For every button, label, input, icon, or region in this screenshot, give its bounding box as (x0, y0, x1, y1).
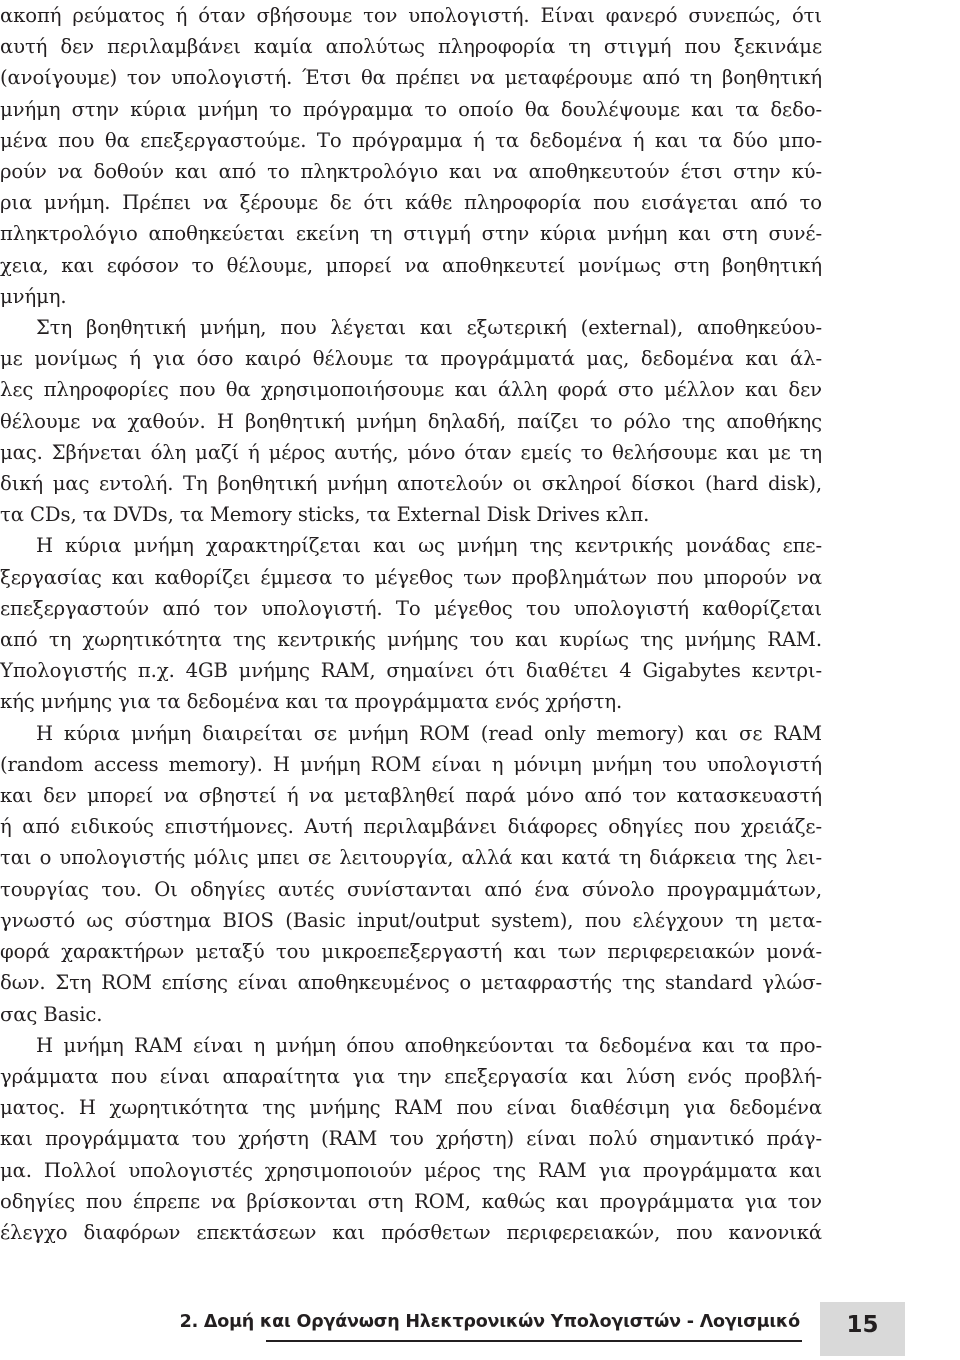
text-line: μνήμη στην κύρια μνήμη το πρόγραμμα το οποίο θα δουλέψουμε και τα δεδο- (0, 97, 822, 121)
text-line: δων. Στη ROM επίσης είναι αποθηκευμένος ο μεταφραστής της standard γλώσ- (0, 971, 822, 995)
page-number-box (820, 1302, 905, 1356)
page-footer (0, 1298, 960, 1360)
text-line: φορά χαρακτήρων μεταξύ του μικροεπεξεργαστή και των περιφερειακών μονά- (0, 940, 822, 964)
text-line: και προγράμματα του χρήστη (RAM του χρήστη) είναι πολύ σημαντικό πράγ- (0, 1127, 822, 1151)
text-line: και δεν μπορεί να σβηστεί ή να μεταβληθεί παρά μόνο από τον κατασκευαστή (0, 784, 822, 808)
text-line: κής μνήμης για τα δεδομένα και τα προγράμματα ενός χρήστη. (0, 690, 623, 714)
footer-rule (266, 1340, 802, 1342)
text-line: τα CDs, τα DVDs, τα Memory sticks, τα External Disk Drives κλπ. (0, 503, 650, 527)
text-line: Η κύρια μνήμη διαιρείται σε μνήμη ROM (read only memory) και σε RAM (36, 721, 822, 745)
text-line: έλεγχο διαφόρων επεκτάσεων και πρόσθετων περιφερειακών, που κανονικά (0, 1220, 822, 1244)
paragraph (0, 530, 822, 717)
text-line: μνήμη. (0, 284, 67, 308)
running-footer-title: 2. Δομή και Οργάνωση Ηλεκτρονικών Υπολογιστών - Λογισμικό (179, 1312, 800, 1332)
text-line: σας Basic. (0, 1002, 103, 1026)
text-line: (random access memory). Η μνήμη ROM είναι η μόνιμη μνήμη του υπολογιστή (0, 752, 822, 776)
text-line: Υπολογιστής π.χ. 4GB μνήμης RAM, σημαίνει ότι διαθέτει 4 Gigabytes κεντρι- (0, 659, 822, 683)
text-line: γράμματα που είναι απαραίτητα για την επεξεργασία και λύση ενός προβλή- (0, 1064, 822, 1088)
text-line: από τη χωρητικότητα της κεντρικής μνήμης του και κυρίως της μνήμης RAM. (0, 628, 822, 652)
text-line: ματος. Η χωρητικότητα της μνήμης RAM που είναι διαθέσιμη για δεδομένα (0, 1096, 822, 1120)
text-line: θέλουμε να χαθούν. Η βοηθητική μνήμη δηλαδή, παίζει το ρόλο της αποθήκης (0, 409, 822, 433)
paragraph (0, 312, 822, 530)
text-line: γνωστό ως σύστημα BIOS (Basic input/output system), που ελέγχουν τη μετα- (0, 908, 822, 932)
text-line: χεια, και εφόσον το θέλουμε, μπορεί να αποθηκευτεί μονίμως στη βοηθητική (0, 253, 822, 277)
text-line: ή από ειδικούς επιστήμονες. Αυτή περιλαμβάνει διάφορες οδηγίες που χρειάζε- (0, 815, 822, 839)
text-line: ρούν να δοθούν και από το πληκτρολόγιο και να αποθηκευτούν έτσι στην κύ- (0, 160, 822, 184)
text-line: ακοπή ρεύματος ή όταν σβήσουμε τον υπολογιστή. Είναι φανερό συνεπώς, ότι (0, 4, 822, 27)
text-line: δική μας εντολή. Τη βοηθητική μνήμη αποτελούν οι σκληροί δίσκοι (hard disk), (0, 472, 822, 496)
text-line: οδηγίες που έπρεπε να βρίσκονται στη ROM, καθώς και προγράμματα για τον (0, 1189, 822, 1213)
text-line: επεξεργαστούν από τον υπολογιστή. Το μέγεθος του υπολογιστή καθορίζεται (0, 596, 822, 620)
text-line: ξεργασίας και καθορίζει έμμεσα το μέγεθος των προβλημάτων που μπορούν να (0, 565, 822, 589)
text-line: (ανοίγουμε) τον υπολογιστή. Έτσι θα πρέπει να μεταφέρουμε από τη βοηθητική (0, 66, 822, 90)
text-line: Στη βοηθητική μνήμη, που λέγεται και εξωτερική (external), αποθηκεύου- (36, 316, 822, 340)
paragraph (0, 0, 822, 312)
page-number: 15 (846, 1312, 879, 1338)
paragraph (0, 1030, 822, 1248)
text-line: Η κύρια μνήμη χαρακτηρίζεται και ως μνήμη της κεντρικής μονάδας επε- (36, 534, 822, 558)
paragraph (0, 718, 822, 1030)
text-line: ται ο υπολογιστής μόλις μπει σε λειτουργία, αλλά και κατά τη διάρκεια της λει- (0, 846, 822, 870)
text-line: μας. Σβήνεται όλη μαζί ή μέρος αυτής, μόνο όταν εμείς το θελήσουμε και με τη (0, 440, 822, 464)
text-line: αυτή δεν περιλαμβάνει καμία απολύτως πληροφορία τη στιγμή που ξεκινάμε (0, 35, 822, 59)
text-line: λες πληροφορίες που θα χρησιμοποιήσουμε και άλλη φορά στο μέλλον και δεν (0, 378, 822, 402)
text-line: πληκτρολόγιο αποθηκεύεται εκείνη τη στιγμή στην κύρια μνήμη και στη συνέ- (0, 222, 822, 246)
text-line: Η μνήμη RAM είναι η μνήμη όπου αποθηκεύονται τα δεδομένα και τα προ- (36, 1033, 822, 1057)
text-line: μα. Πολλοί υπολογιστές χρησιμοποιούν μέρος της RAM για προγράμματα και (0, 1158, 822, 1182)
text-line: μένα που θα επεξεργαστούμε. Το πρόγραμμα ή τα δεδομένα ή και τα δύο μπο- (0, 128, 822, 152)
text-line: τουργίας του. Οι οδηγίες αυτές συνίστανται από ένα σύνολο προγραμμάτων, (0, 877, 822, 901)
text-line: με μονίμως ή για όσο καιρό θέλουμε τα προγράμματά μας, δεδομένα και άλ- (0, 347, 822, 371)
text-line: ρια μνήμη. Πρέπει να ξέρουμε δε ότι κάθε πληροφορία που εισάγεται από το (0, 191, 822, 215)
